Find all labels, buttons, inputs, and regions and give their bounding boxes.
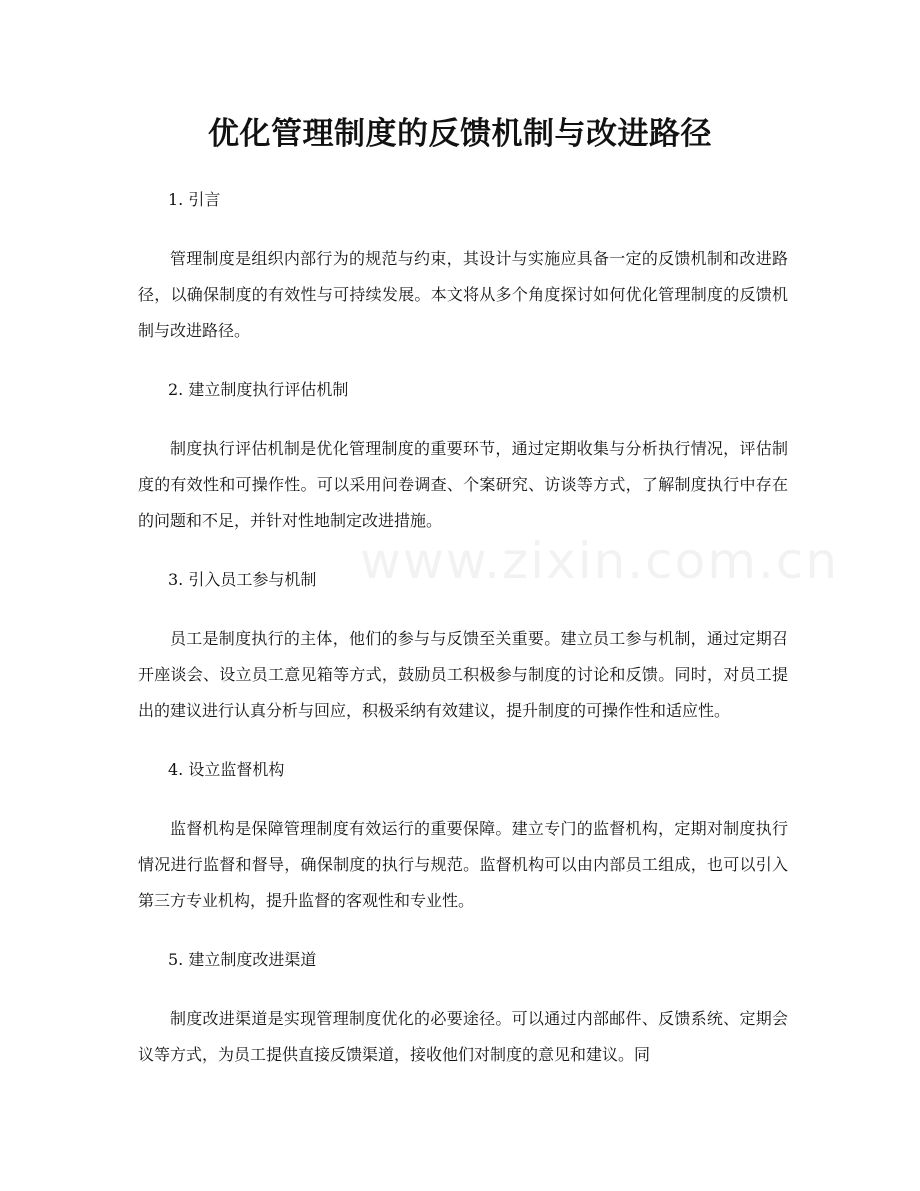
- section-heading: 4. 设立监督机构: [168, 760, 285, 779]
- section-heading: 3. 引入员工参与机制: [168, 570, 317, 589]
- section-paragraph: 管理制度是组织内部行为的规范与约束，其设计与实施应具备一定的反馈机制和改进路径，以确保制度的有效性与可持续发展。本文将从多个角度探讨如何优化管理制度的反馈机制与改进路径。: [138, 249, 788, 340]
- section-heading: 1. 引言: [168, 190, 221, 209]
- section-improvement-channel: [138, 946, 788, 1073]
- section-paragraph: 制度改进渠道是实现管理制度优化的必要途径。可以通过内部邮件、反馈系统、定期会议等方式，为员工提供直接反馈渠道，接收他们对制度的意见和建议。同: [138, 1009, 788, 1064]
- section-heading: 2. 建立制度执行评估机制: [168, 380, 349, 399]
- section-paragraph: 员工是制度执行的主体，他们的参与与反馈至关重要。建立员工参与机制，通过定期召开座谈会、设立员工意见箱等方式，鼓励员工积极参与制度的讨论和反馈。同时，对员工提出的建议进行认真分析与回应，积极采纳有效建议，提升制度的可操作性和适应性。: [138, 629, 788, 720]
- section-supervision-body: [138, 756, 788, 919]
- section-evaluation-mechanism: [138, 376, 788, 539]
- watermark: www.zixin.com.cn: [360, 532, 840, 590]
- section-paragraph: 制度执行评估机制是优化管理制度的重要环节，通过定期收集与分析执行情况，评估制度的有效性和可操作性。可以采用问卷调查、个案研究、访谈等方式，了解制度执行中存在的问题和不足，并针对性地制定改进措施。: [138, 439, 788, 530]
- document-body: [138, 186, 788, 1100]
- section-introduction: [138, 186, 788, 349]
- section-employee-participation: [138, 566, 788, 729]
- section-paragraph: 监督机构是保障管理制度有效运行的重要保障。建立专门的监督机构，定期对制度执行情况进行监督和督导，确保制度的执行与规范。监督机构可以由内部员工组成，也可以引入第三方专业机构，提升监督的客观性和专业性。: [138, 819, 788, 910]
- section-heading: 5. 建立制度改进渠道: [168, 950, 317, 969]
- document-title: 优化管理制度的反馈机制与改进路径: [208, 116, 712, 152]
